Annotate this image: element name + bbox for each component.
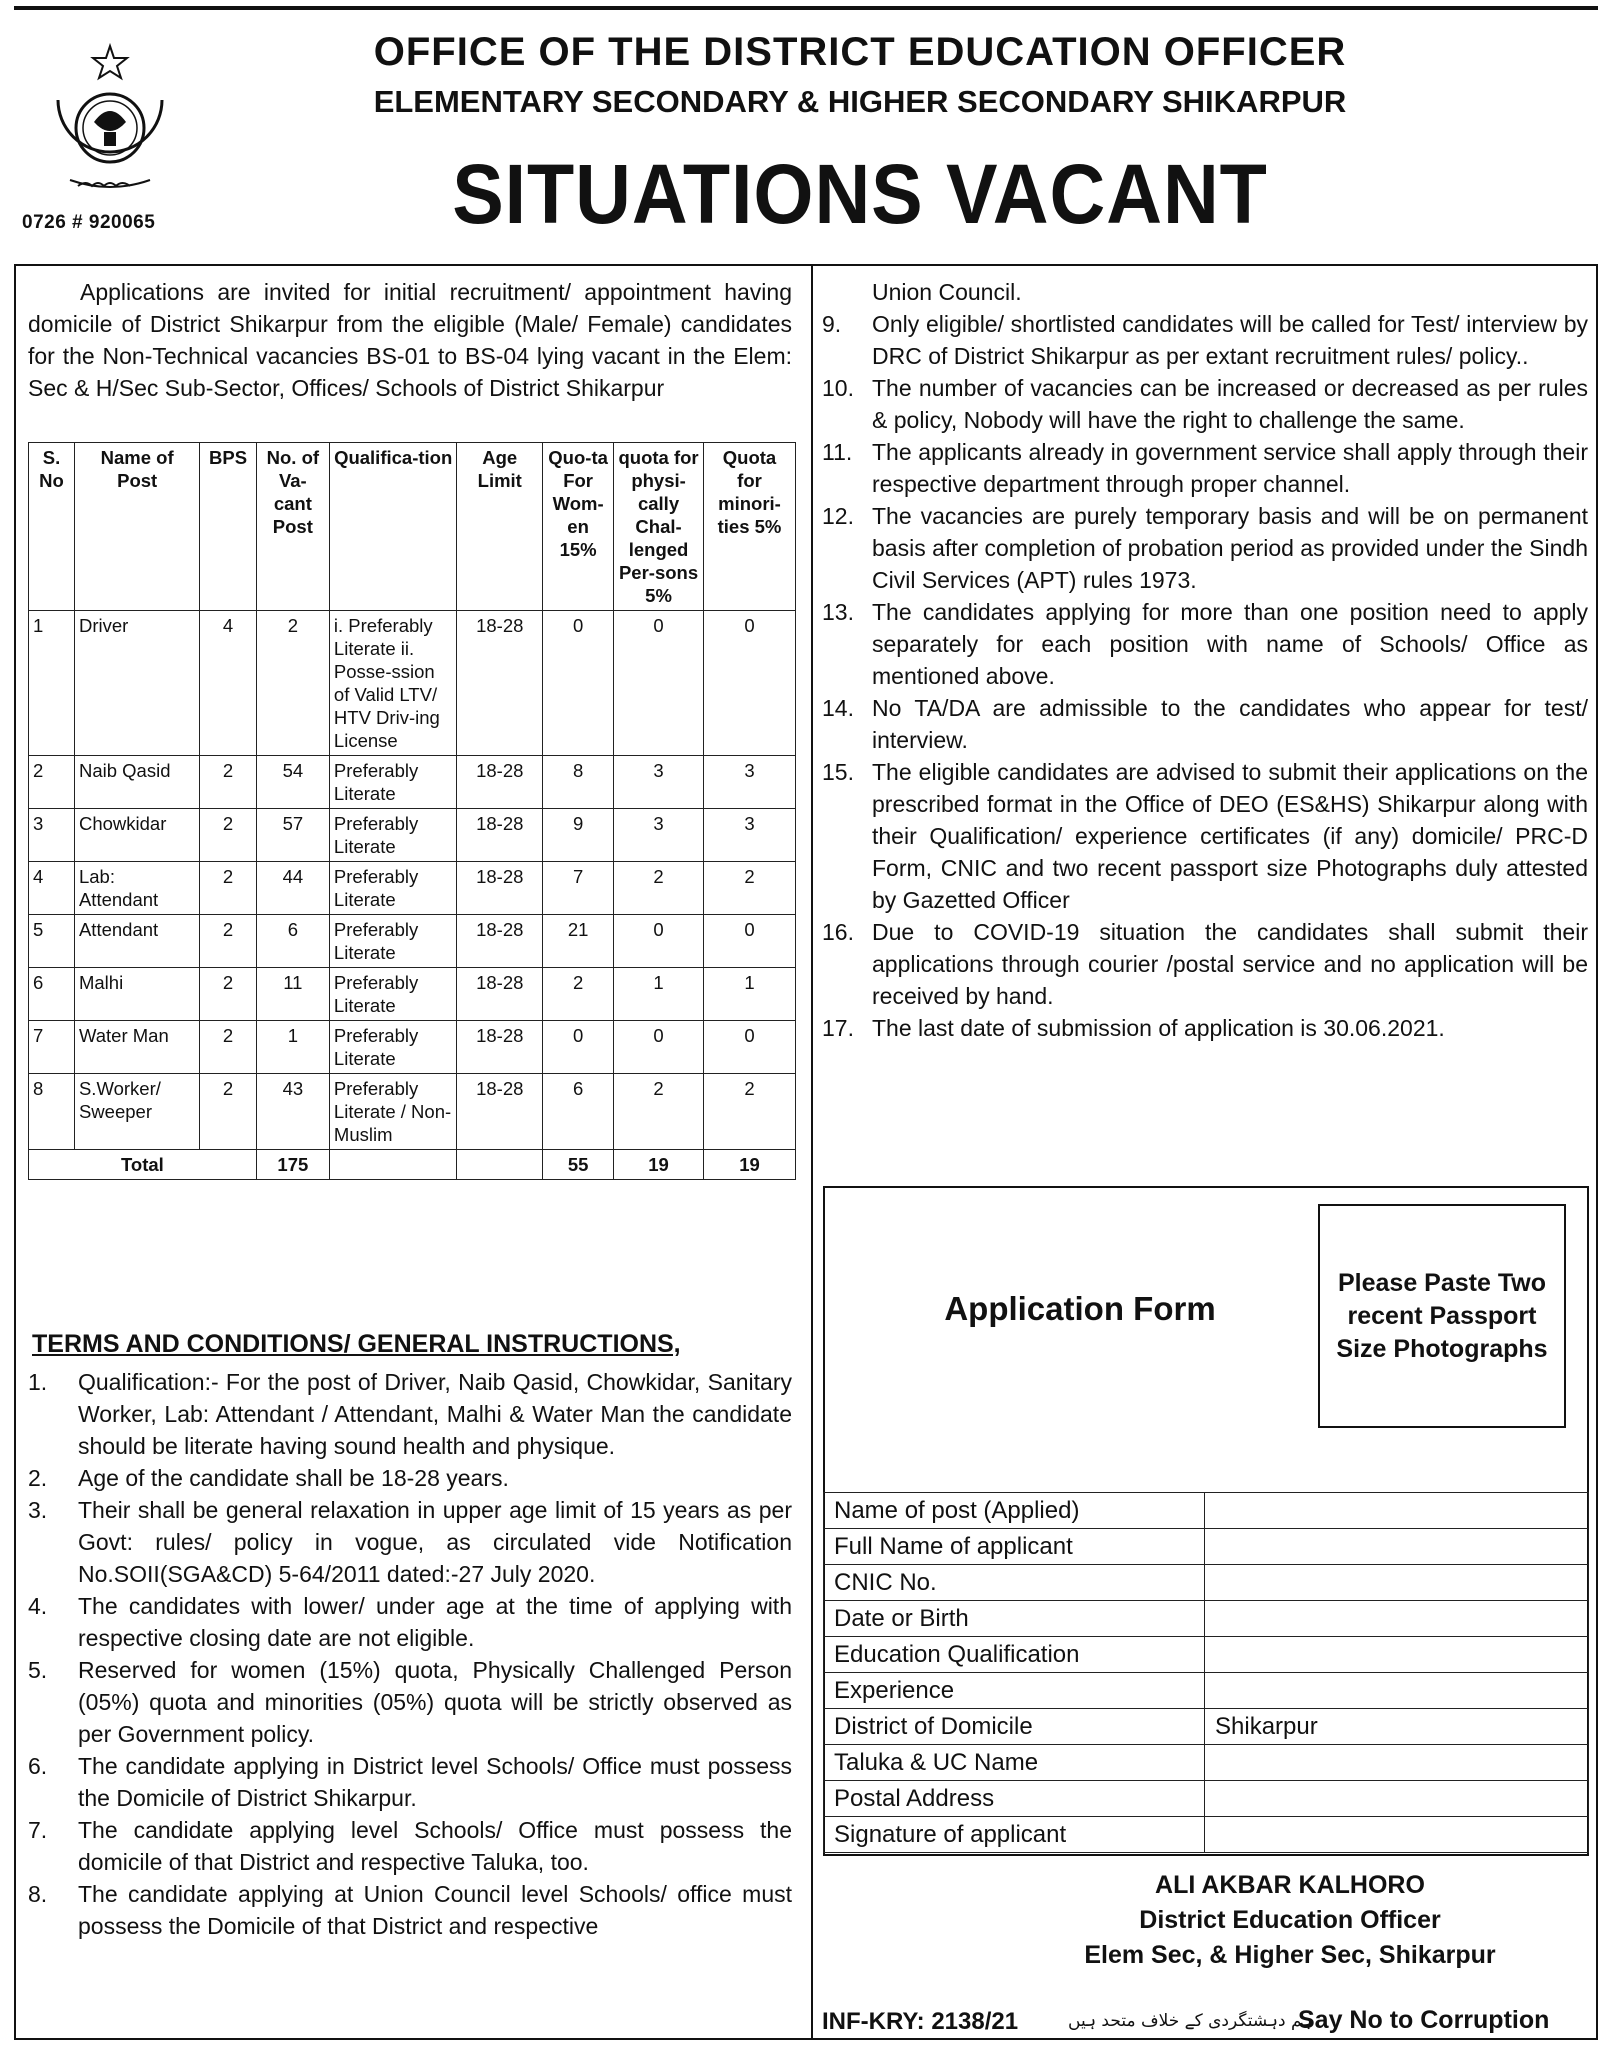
table-row bbox=[29, 1074, 796, 1150]
table-row bbox=[29, 809, 796, 862]
cell-age: 18-28 bbox=[457, 862, 543, 915]
footer-code: INF-KRY: 2138/21 bbox=[822, 2008, 1019, 2035]
header-women-quota: Quo-ta For Wom-en 15% bbox=[543, 443, 614, 611]
form-field-value bbox=[1205, 1817, 1589, 1853]
term-item bbox=[28, 1494, 792, 1590]
form-field-label: Taluka & UC Name bbox=[824, 1745, 1205, 1781]
cell-post: Lab: Attendant bbox=[74, 862, 199, 915]
form-field-value bbox=[1205, 1565, 1589, 1601]
header-age: Age Limit bbox=[457, 443, 543, 611]
term-text: The candidate applying in District level Schools/ Office must possess the Domicile of District Shikarpur. bbox=[78, 1753, 792, 1811]
term-text: The candidates applying for more than one position need to apply separately for each position with name of Schools/ Office as mentioned above. bbox=[872, 599, 1588, 689]
cell-age: 18-28 bbox=[457, 968, 543, 1021]
cell-age: 18-28 bbox=[457, 809, 543, 862]
cell-vacant: 43 bbox=[256, 1074, 329, 1150]
cell-minorities: 3 bbox=[703, 809, 795, 862]
term-item bbox=[822, 916, 1588, 1012]
form-row bbox=[824, 1601, 1589, 1637]
cell-vacant: 1 bbox=[256, 1021, 329, 1074]
term-text: The vacancies are purely temporary basis and will be on permanent basis after completion of probation period as provided under the Sindh Civil Services (APT) rules 1973. bbox=[872, 503, 1589, 593]
cell-sno: 4 bbox=[29, 862, 75, 915]
cell-challenged: 0 bbox=[614, 1021, 704, 1074]
headline: SITUATIONS VACANT bbox=[452, 147, 1268, 241]
form-field-value bbox=[1205, 1673, 1589, 1709]
cell-women: 7 bbox=[543, 862, 614, 915]
cell-qualification: Preferably Literate bbox=[329, 1021, 456, 1074]
column-divider bbox=[811, 264, 813, 2040]
form-field-value bbox=[1205, 1529, 1589, 1565]
header-post: Name of Post bbox=[74, 443, 199, 611]
term-item bbox=[28, 1590, 792, 1654]
form-field-value: Shikarpur bbox=[1205, 1709, 1589, 1745]
term-number: 11. bbox=[822, 439, 853, 465]
footer-urdu-slogan: ہم دہشتگردی کے خلاف متحد ہیں bbox=[1068, 2011, 1313, 2031]
term-item bbox=[28, 1654, 792, 1750]
header-minorities-quota: Quota for minori-ties 5% bbox=[703, 443, 795, 611]
cell-sno: 3 bbox=[29, 809, 75, 862]
cell-challenged: 3 bbox=[614, 809, 704, 862]
cell-post: Naib Qasid bbox=[74, 756, 199, 809]
total-empty bbox=[329, 1150, 456, 1180]
cell-minorities: 3 bbox=[703, 756, 795, 809]
term-number: 8. bbox=[28, 1881, 48, 1907]
cell-vacant: 44 bbox=[256, 862, 329, 915]
cell-sno: 5 bbox=[29, 915, 75, 968]
term-item bbox=[822, 372, 1588, 436]
term-number: 9. bbox=[822, 311, 842, 337]
cell-minorities: 0 bbox=[703, 611, 795, 756]
cell-women: 0 bbox=[543, 1021, 614, 1074]
form-field-label: Education Qualification bbox=[824, 1637, 1205, 1673]
cell-bps: 2 bbox=[200, 862, 256, 915]
total-minorities: 19 bbox=[703, 1150, 795, 1180]
form-row bbox=[824, 1709, 1589, 1745]
form-row bbox=[824, 1817, 1589, 1853]
form-field-label: District of Domicile bbox=[824, 1709, 1205, 1745]
total-women: 55 bbox=[543, 1150, 614, 1180]
terms-list-right bbox=[822, 276, 1588, 1044]
cell-qualification: Preferably Literate / Non-Muslim bbox=[329, 1074, 456, 1150]
form-row bbox=[824, 1781, 1589, 1817]
cell-post: Attendant bbox=[74, 915, 199, 968]
cell-minorities: 2 bbox=[703, 862, 795, 915]
term-text: The eligible candidates are advised to submit their applications on the prescribed format in the Office of DEO (ES&HS) Shikarpur along with their Qualification/ experience certificates (if any) domicile/ PRC-D Form, CNIC and two recent passport size Photographs duly attested by Gazetted Officer bbox=[872, 759, 1588, 913]
cell-women: 0 bbox=[543, 611, 614, 756]
cell-post: S.Worker/ Sweeper bbox=[74, 1074, 199, 1150]
cell-bps: 4 bbox=[200, 611, 256, 756]
term-text: The last date of submission of application is 30.06.2021. bbox=[872, 1015, 1445, 1041]
total-label: Total bbox=[29, 1150, 257, 1180]
term-number: 10. bbox=[822, 375, 854, 401]
cell-age: 18-28 bbox=[457, 915, 543, 968]
term-number: 6. bbox=[28, 1753, 48, 1779]
total-empty bbox=[457, 1150, 543, 1180]
table-row bbox=[29, 968, 796, 1021]
cell-women: 21 bbox=[543, 915, 614, 968]
term-item bbox=[28, 1878, 792, 1942]
cell-qualification: Preferably Literate bbox=[329, 809, 456, 862]
cell-women: 2 bbox=[543, 968, 614, 1021]
term-text: No TA/DA are admissible to the candidates who appear for test/ interview. bbox=[872, 695, 1588, 753]
term-number: 1. bbox=[28, 1369, 48, 1395]
cell-qualification: Preferably Literate bbox=[329, 915, 456, 968]
cell-challenged: 0 bbox=[614, 611, 704, 756]
cell-challenged: 0 bbox=[614, 915, 704, 968]
form-field-label: Experience bbox=[824, 1673, 1205, 1709]
cell-challenged: 2 bbox=[614, 1074, 704, 1150]
signatory-office: Elem Sec, & Higher Sec, Shikarpur bbox=[1084, 1941, 1496, 1969]
cell-sno: 1 bbox=[29, 611, 75, 756]
table-total-row bbox=[29, 1150, 796, 1180]
cell-challenged: 3 bbox=[614, 756, 704, 809]
cell-bps: 2 bbox=[200, 1021, 256, 1074]
office-subtitle: ELEMENTARY SECONDARY & HIGHER SECONDARY SHIKARPUR bbox=[373, 84, 1347, 119]
cell-post: Driver bbox=[74, 611, 199, 756]
term-item bbox=[28, 1814, 792, 1878]
table-row bbox=[29, 756, 796, 809]
signatory-designation: District Education Officer bbox=[1139, 1906, 1441, 1934]
term-item bbox=[822, 692, 1588, 756]
terms-heading: TERMS AND CONDITIONS/ GENERAL INSTRUCTIONS, bbox=[32, 1330, 681, 1358]
form-field-label: Date or Birth bbox=[824, 1601, 1205, 1637]
cell-bps: 2 bbox=[200, 1074, 256, 1150]
term-item bbox=[822, 436, 1588, 500]
term-number: 2. bbox=[28, 1465, 48, 1491]
term-number: 3. bbox=[28, 1497, 48, 1523]
header-challenged-quota: quota for physi-cally Chal-lenged Per-sons 5% bbox=[614, 443, 704, 611]
term-number: 15. bbox=[822, 759, 854, 785]
vacancy-table bbox=[28, 442, 796, 1180]
top-rule bbox=[14, 6, 1598, 10]
form-row bbox=[824, 1565, 1589, 1601]
form-field-value bbox=[1205, 1637, 1589, 1673]
form-field-value bbox=[1205, 1745, 1589, 1781]
cell-post: Chowkidar bbox=[74, 809, 199, 862]
cell-age: 18-28 bbox=[457, 1021, 543, 1074]
header-vacant: No. of Va-cant Post bbox=[256, 443, 329, 611]
form-row bbox=[824, 1745, 1589, 1781]
form-field-value bbox=[1205, 1493, 1589, 1529]
cell-minorities: 1 bbox=[703, 968, 795, 1021]
term-item bbox=[28, 1750, 792, 1814]
cell-women: 9 bbox=[543, 809, 614, 862]
cell-vacant: 11 bbox=[256, 968, 329, 1021]
term-item bbox=[822, 756, 1588, 916]
form-row bbox=[824, 1529, 1589, 1565]
signatory-name: ALI AKBAR KALHORO bbox=[1155, 1871, 1425, 1899]
table-header-row bbox=[29, 443, 796, 611]
term-item bbox=[28, 1462, 792, 1494]
cell-women: 6 bbox=[543, 1074, 614, 1150]
cell-bps: 2 bbox=[200, 809, 256, 862]
term-number: 5. bbox=[28, 1657, 48, 1683]
table-row bbox=[29, 1021, 796, 1074]
term-item bbox=[28, 1366, 792, 1462]
cell-post: Malhi bbox=[74, 968, 199, 1021]
header-sno: S. No bbox=[29, 443, 75, 611]
cell-minorities: 0 bbox=[703, 915, 795, 968]
term-number: 17. bbox=[822, 1015, 854, 1041]
term-text: Due to COVID-19 situation the candidates shall submit their applications through courier /postal service and no application will be received by hand. bbox=[872, 919, 1588, 1009]
header-bps: BPS bbox=[200, 443, 256, 611]
term-number: 7. bbox=[28, 1817, 48, 1843]
term-number: 4. bbox=[28, 1593, 48, 1619]
form-row bbox=[824, 1637, 1589, 1673]
cell-age: 18-28 bbox=[457, 611, 543, 756]
footer-slogan: Say No to Corruption bbox=[1298, 2006, 1550, 2034]
term-number: 14. bbox=[822, 695, 854, 721]
cell-age: 18-28 bbox=[457, 1074, 543, 1150]
form-row bbox=[824, 1673, 1589, 1709]
cell-bps: 2 bbox=[200, 968, 256, 1021]
form-field-value bbox=[1205, 1781, 1589, 1817]
cell-sno: 6 bbox=[29, 968, 75, 1021]
cell-challenged: 2 bbox=[614, 862, 704, 915]
terms-list-left bbox=[28, 1366, 792, 1942]
term-text: Only eligible/ shortlisted candidates will be called for Test/ interview by DRC of District Shikarpur as per extant recruitment rules/ policy.. bbox=[872, 311, 1588, 369]
table-row bbox=[29, 611, 796, 756]
cell-vacant: 2 bbox=[256, 611, 329, 756]
form-field-label: Full Name of applicant bbox=[824, 1529, 1205, 1565]
term-item bbox=[822, 500, 1588, 596]
government-of-sindh-emblem-icon bbox=[30, 40, 190, 200]
cell-bps: 2 bbox=[200, 756, 256, 809]
term-number: 16. bbox=[822, 919, 854, 945]
term-item bbox=[822, 308, 1588, 372]
term-text: The applicants already in government service shall apply through their respective department through proper channel. bbox=[872, 439, 1588, 497]
term-text: Qualification:- For the post of Driver, Naib Qasid, Chowkidar, Sanitary Worker, Lab: Attendant / Attendant, Malhi & Water Man the candidate should be literate having sound health and physique. bbox=[78, 1369, 792, 1459]
cell-qualification: Preferably Literate bbox=[329, 756, 456, 809]
cell-vacant: 6 bbox=[256, 915, 329, 968]
form-field-value bbox=[1205, 1601, 1589, 1637]
cell-sno: 7 bbox=[29, 1021, 75, 1074]
header-qualification: Qualifica-tion bbox=[329, 443, 456, 611]
cell-bps: 2 bbox=[200, 915, 256, 968]
form-row bbox=[824, 1493, 1589, 1529]
cell-vacant: 54 bbox=[256, 756, 329, 809]
term-item bbox=[822, 1012, 1588, 1044]
application-form-title: Application Form bbox=[944, 1290, 1216, 1327]
cell-minorities: 0 bbox=[703, 1021, 795, 1074]
intro-paragraph: Applications are invited for initial recruitment/ appointment having domicile of District Shikarpur from the eligible (Male/ Female) candidates for the Non-Technical vacancies BS-01 to BS-04 lying vacant in the Elem: Sec & H/Sec Sub-Sector, Offices/ Schools of District Shikarpur bbox=[28, 279, 792, 401]
term-text: Their shall be general relaxation in upper age limit of 15 years as per Govt: rules/ policy in vogue, as circulated vide Notification No.SOII(SGA&CD) 5-64/2011 dated:-27 July 2020. bbox=[78, 1497, 792, 1587]
cell-qualification: Preferably Literate bbox=[329, 968, 456, 1021]
form-field-label: CNIC No. bbox=[824, 1565, 1205, 1601]
table-row bbox=[29, 862, 796, 915]
term-number: 12. bbox=[822, 503, 854, 529]
cell-vacant: 57 bbox=[256, 809, 329, 862]
cell-women: 8 bbox=[543, 756, 614, 809]
photo-box: Please Paste Two recent Passport Size Photographs bbox=[1318, 1204, 1566, 1428]
cell-sno: 8 bbox=[29, 1074, 75, 1150]
form-field-label: Name of post (Applied) bbox=[824, 1493, 1205, 1529]
term-text: The number of vacancies can be increased or decreased as per rules & policy, Nobody will have the right to challenge the same. bbox=[872, 375, 1588, 433]
term-text: Age of the candidate shall be 18-28 years. bbox=[78, 1465, 509, 1491]
cell-sno: 2 bbox=[29, 756, 75, 809]
application-form-table bbox=[823, 1492, 1589, 1853]
term-text: The candidate applying at Union Council level Schools/ office must possess the Domicile of that District and respective bbox=[78, 1881, 792, 1939]
term-number: 13. bbox=[822, 599, 854, 625]
form-field-label: Postal Address bbox=[824, 1781, 1205, 1817]
total-challenged: 19 bbox=[614, 1150, 704, 1180]
cell-qualification: i. Preferably Literate ii. Posse-ssion of Valid LTV/ HTV Driv-ing License bbox=[329, 611, 456, 756]
cell-qualification: Preferably Literate bbox=[329, 862, 456, 915]
cell-minorities: 2 bbox=[703, 1074, 795, 1150]
form-field-label: Signature of applicant bbox=[824, 1817, 1205, 1853]
term-item bbox=[822, 596, 1588, 692]
term-text: The candidates with lower/ under age at the time of applying with respective closing date are not eligible. bbox=[78, 1593, 792, 1651]
term-text: The candidate applying level Schools/ Office must possess the domicile of that District and respective Taluka, too. bbox=[78, 1817, 792, 1875]
cell-post: Water Man bbox=[74, 1021, 199, 1074]
signatory-block bbox=[1040, 1868, 1540, 1973]
office-title: OFFICE OF THE DISTRICT EDUCATION OFFICER bbox=[373, 30, 1347, 74]
cell-challenged: 1 bbox=[614, 968, 704, 1021]
total-vacant: 175 bbox=[256, 1150, 329, 1180]
term-8-continuation: Union Council. bbox=[872, 279, 1022, 305]
cell-age: 18-28 bbox=[457, 756, 543, 809]
reference-number: 0726 # 920065 bbox=[22, 212, 156, 233]
term-text: Reserved for women (15%) quota, Physically Challenged Person (05%) quota and minorities (05%) quota will be strictly observed as per Government policy. bbox=[78, 1657, 792, 1747]
table-row bbox=[29, 915, 796, 968]
